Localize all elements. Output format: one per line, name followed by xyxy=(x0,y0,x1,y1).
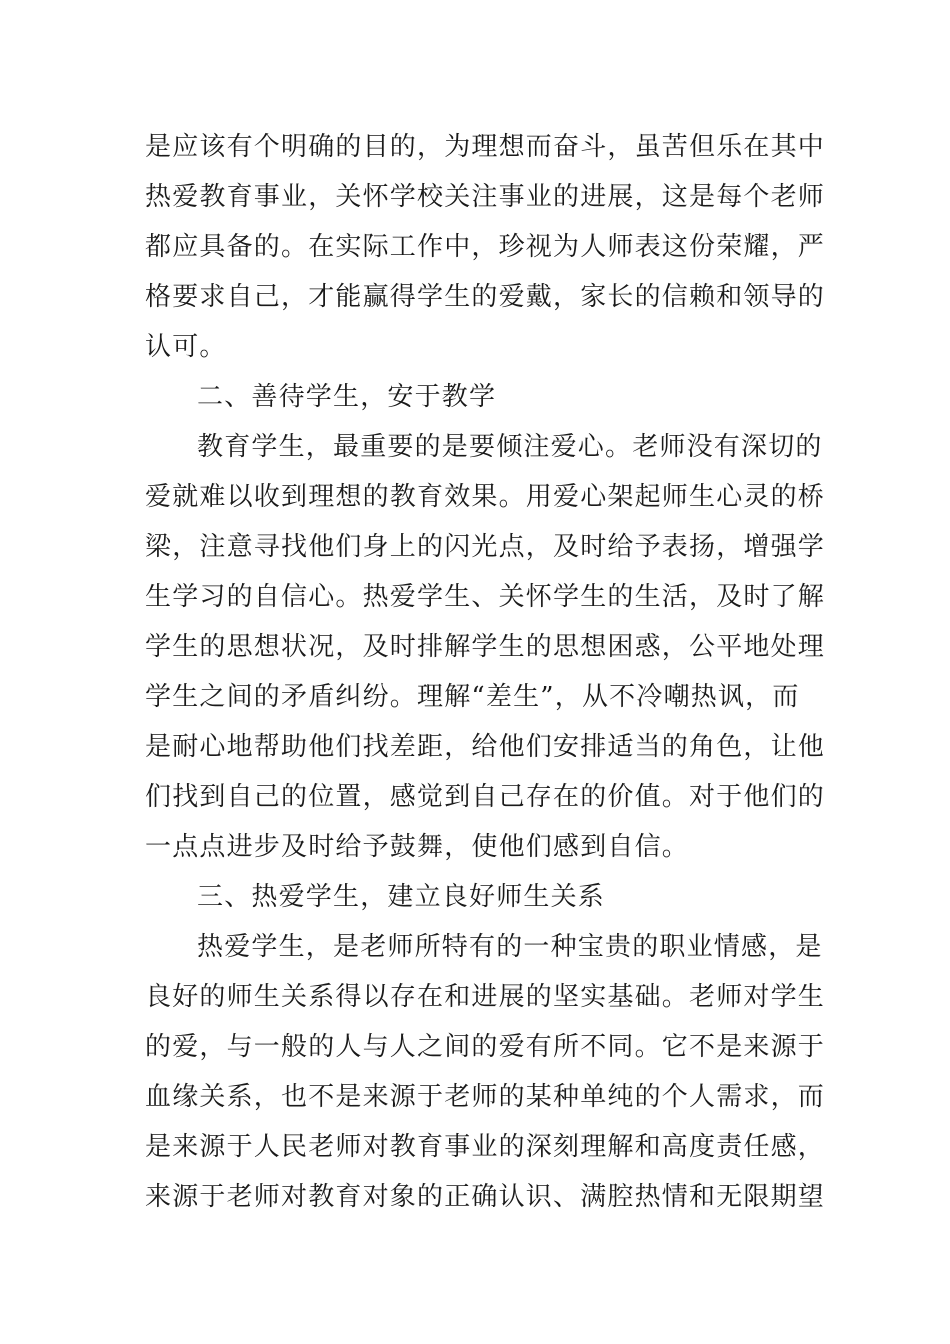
paragraph-start: 热爱学生，是老师所特有的一种宝贵的职业情感，是 xyxy=(197,932,823,962)
text-line: 学生的思想状况，及时排解学生的思想困惑，公平地处理 xyxy=(145,632,826,662)
text-line: 一点点进步及时给予鼓舞，使他们感到自信。 xyxy=(145,832,690,862)
text-line: 来源于老师对教育对象的正确认识、满腔热情和无限期望 xyxy=(145,1182,826,1212)
text-line: 梁，注意寻找他们身上的闪光点，及时给予表扬，增强学 xyxy=(145,532,826,562)
text-line: 良好的师生关系得以存在和进展的坚实基础。老师对学生 xyxy=(145,982,826,1012)
document-body xyxy=(145,122,826,1222)
text-line: 是来源于人民老师对教育事业的深刻理解和高度责任感， xyxy=(145,1132,826,1162)
text-line: 是耐心地帮助他们找差距，给他们安排适当的角色，让他 xyxy=(145,732,826,762)
text-line: 生学习的自信心。热爱学生、关怀学生的生活，及时了解 xyxy=(145,582,826,612)
text-line: 爱就难以收到理想的教育效果。用爱心架起师生心灵的桥 xyxy=(145,482,826,512)
text-line: 都应具备的。在实际工作中，珍视为人师表这份荣耀，严 xyxy=(145,232,826,262)
text-line: 们找到自己的位置，感觉到自己存在的价值。对于他们的 xyxy=(145,782,826,812)
text-line: 血缘关系，也不是来源于老师的某种单纯的个人需求，而 xyxy=(145,1082,826,1112)
text-line: 认可。 xyxy=(145,332,227,362)
paragraph-start: 教育学生，最重要的是要倾注爱心。老师没有深切的 xyxy=(197,432,823,462)
section-heading: 三、热爱学生，建立良好师生关系 xyxy=(197,882,606,912)
section-heading: 二、善待学生，安于教学 xyxy=(197,382,497,412)
text-line: 热爱教育事业，关怀学校关注事业的进展，这是每个老师 xyxy=(145,182,826,212)
text-line: 是应该有个明确的目的，为理想而奋斗，虽苦但乐在其中 xyxy=(145,132,826,162)
text-line: 格要求自己，才能赢得学生的爱戴，家长的信赖和领导的 xyxy=(145,282,826,312)
text-line: 学生之间的矛盾纠纷。理解“差生”，从不冷嘲热讽，而 xyxy=(145,682,800,712)
text-line: 的爱，与一般的人与人之间的爱有所不同。它不是来源于 xyxy=(145,1032,826,1062)
